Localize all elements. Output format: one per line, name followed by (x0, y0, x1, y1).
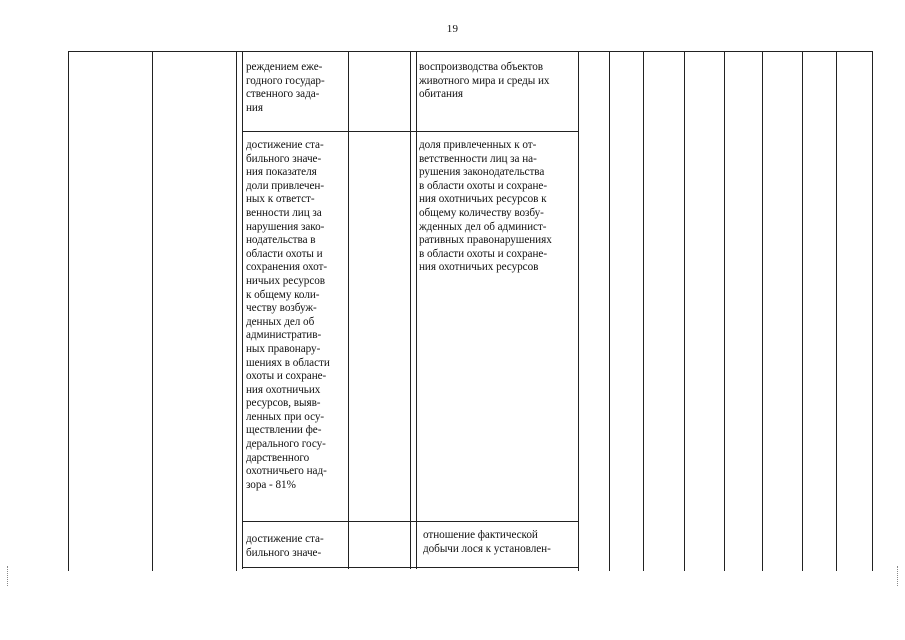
column-border (802, 51, 803, 571)
row-border (242, 521, 578, 522)
column-border (836, 51, 837, 571)
indicator-cell: доля привлеченных к от- ветственности лиц за на- рушения законодательства в области охоты и сохране- ния охотничьих ресурсов к общему количеству возбу- жденных дел об админист- ративных правонарушениях в области охоты и сохране- ния охотничьих ресурсов (419, 139, 552, 274)
column-border (242, 51, 243, 569)
column-border (416, 51, 417, 569)
column-border (724, 51, 725, 571)
column-border (762, 51, 763, 571)
column-border (410, 51, 411, 569)
row-border (242, 567, 578, 568)
column-border (684, 51, 685, 571)
scan-margin-mark (897, 566, 899, 586)
indicator-cell: воспроизводства объектов животного мира и среды их обитания (419, 61, 550, 101)
goal-cell: реждением еже- годного государ- ственного зада- ния (246, 61, 325, 114)
indicator-cell: отношение фактической добычи лося к установлен- (423, 529, 551, 555)
column-border (578, 51, 579, 571)
column-border (152, 51, 153, 571)
column-border (872, 51, 873, 571)
column-border (348, 51, 349, 569)
table-top-border (68, 51, 872, 572)
scan-margin-mark (7, 566, 9, 586)
column-border (643, 51, 644, 571)
column-border (609, 51, 610, 571)
row-border (242, 131, 578, 132)
goal-cell: достижение ста- бильного значе- (246, 533, 324, 559)
page-number: 19 (446, 23, 459, 35)
goal-cell: достижение ста- бильного значе- ния показателя доли привлечен- ных к ответст- венности лиц за нарушения зако- нодательства в области охоты и сохранения охот- ничьих ресурсов к общему коли- честву возбуж- денных дел об административ- ных правонару- шениях в области охоты и сохране- ния охотничьих ресурсов, выяв- ленных при осу- ществлении фе- дерального госу- дарственного охотничьего над- зора - 81% (246, 139, 330, 491)
column-border (236, 51, 237, 571)
column-border (68, 51, 69, 571)
